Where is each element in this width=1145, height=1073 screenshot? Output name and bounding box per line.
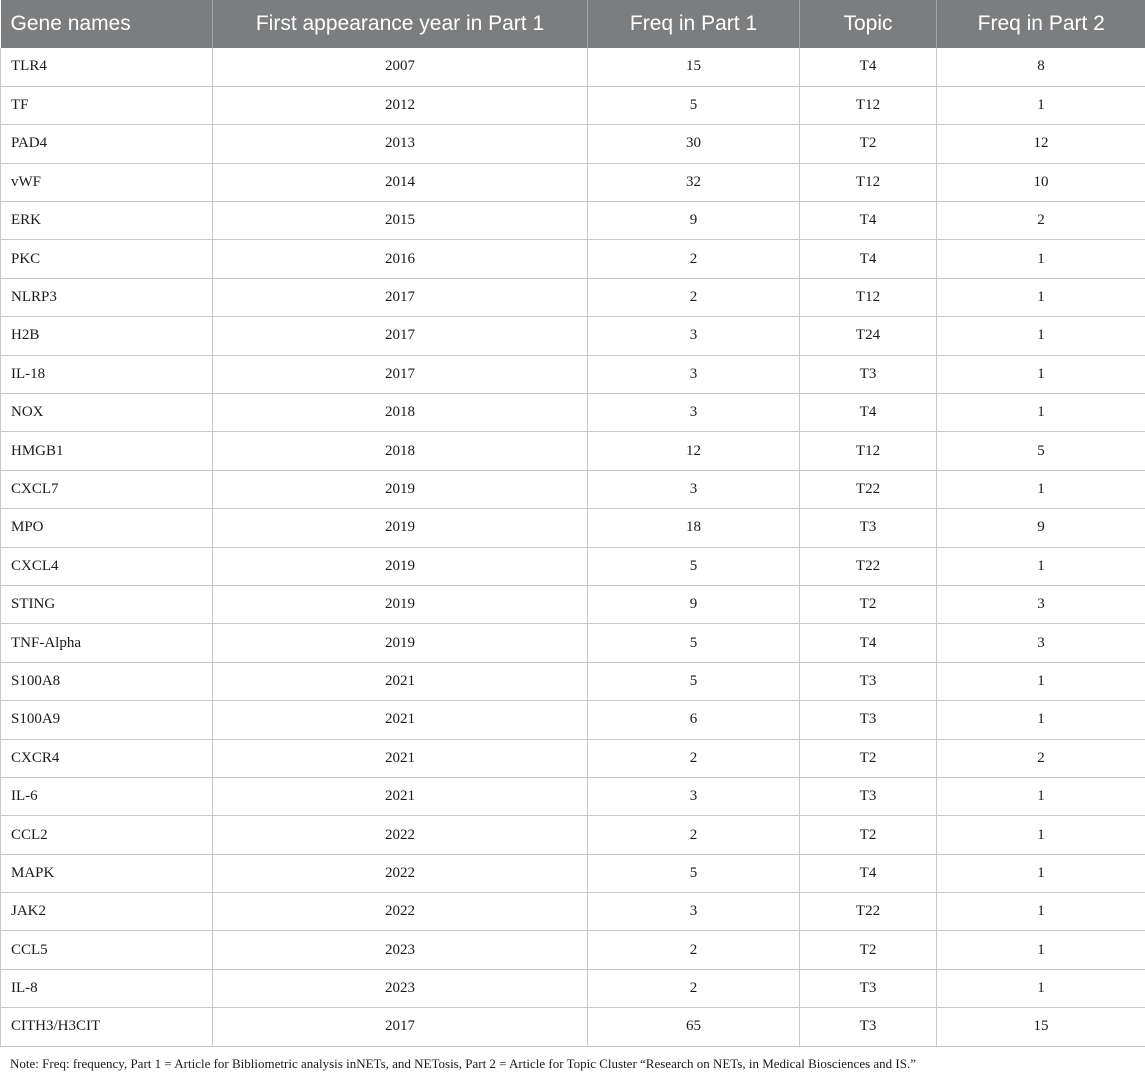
- table-note: Note: Freq: frequency, Part 1 = Article for Bibliometric analysis inNETs, and NETosis, Part 2 = Article for Topic Cluster “Research on NETs, in Medical Biosciences and IS.”: [10, 1056, 917, 1071]
- cell-gene-name: IL-6: [1, 777, 213, 815]
- table-row: [1, 854, 1145, 892]
- cell-freq-part-1: 2: [588, 278, 800, 316]
- header-freq-part-2: Freq in Part 2: [937, 0, 1145, 48]
- table-row: [1, 739, 1145, 777]
- cell-topic: T3: [800, 777, 937, 815]
- cell-topic: T4: [800, 854, 937, 892]
- table-row: [1, 893, 1145, 931]
- cell-freq-part-1: 5: [588, 547, 800, 585]
- header-gene-names: Gene names: [1, 0, 213, 48]
- cell-gene-name: CXCL7: [1, 470, 213, 508]
- cell-topic: T4: [800, 394, 937, 432]
- cell-first-appearance-year: 2021: [213, 662, 588, 700]
- cell-freq-part-1: 2: [588, 931, 800, 969]
- cell-first-appearance-year: 2021: [213, 701, 588, 739]
- cell-freq-part-1: 2: [588, 816, 800, 854]
- cell-topic: T3: [800, 701, 937, 739]
- cell-topic: T2: [800, 931, 937, 969]
- cell-freq-part-1: 3: [588, 777, 800, 815]
- cell-gene-name: S100A8: [1, 662, 213, 700]
- cell-first-appearance-year: 2007: [213, 48, 588, 86]
- table-row: [1, 547, 1145, 585]
- cell-gene-name: HMGB1: [1, 432, 213, 470]
- cell-topic: T12: [800, 278, 937, 316]
- cell-gene-name: TNF-Alpha: [1, 624, 213, 662]
- table-body: [1, 48, 1145, 1046]
- cell-first-appearance-year: 2014: [213, 163, 588, 201]
- cell-freq-part-1: 2: [588, 969, 800, 1007]
- cell-freq-part-2: 1: [937, 547, 1145, 585]
- table-row: [1, 585, 1145, 623]
- cell-freq-part-2: 9: [937, 509, 1145, 547]
- cell-freq-part-2: 1: [937, 893, 1145, 931]
- cell-gene-name: NOX: [1, 394, 213, 432]
- cell-freq-part-1: 12: [588, 432, 800, 470]
- cell-first-appearance-year: 2012: [213, 86, 588, 124]
- cell-first-appearance-year: 2022: [213, 893, 588, 931]
- cell-freq-part-2: 1: [937, 355, 1145, 393]
- cell-freq-part-1: 5: [588, 662, 800, 700]
- cell-gene-name: TLR4: [1, 48, 213, 86]
- cell-freq-part-2: 1: [937, 662, 1145, 700]
- cell-topic: T12: [800, 86, 937, 124]
- table-row: [1, 662, 1145, 700]
- cell-freq-part-2: 1: [937, 816, 1145, 854]
- table-row: [1, 163, 1145, 201]
- cell-first-appearance-year: 2022: [213, 854, 588, 892]
- table-row: [1, 125, 1145, 163]
- cell-first-appearance-year: 2022: [213, 816, 588, 854]
- cell-freq-part-1: 3: [588, 394, 800, 432]
- header-row: [1, 0, 1145, 48]
- cell-topic: T24: [800, 317, 937, 355]
- cell-topic: T4: [800, 240, 937, 278]
- cell-topic: T3: [800, 969, 937, 1007]
- cell-topic: T12: [800, 163, 937, 201]
- cell-freq-part-1: 5: [588, 86, 800, 124]
- cell-gene-name: NLRP3: [1, 278, 213, 316]
- cell-first-appearance-year: 2018: [213, 394, 588, 432]
- cell-gene-name: CXCL4: [1, 547, 213, 585]
- table-header: [1, 0, 1145, 48]
- cell-first-appearance-year: 2017: [213, 317, 588, 355]
- cell-topic: T4: [800, 624, 937, 662]
- cell-gene-name: MAPK: [1, 854, 213, 892]
- table-row: [1, 1008, 1145, 1046]
- cell-gene-name: JAK2: [1, 893, 213, 931]
- table-row: [1, 931, 1145, 969]
- cell-freq-part-2: 1: [937, 470, 1145, 508]
- cell-freq-part-1: 15: [588, 48, 800, 86]
- table-row: [1, 86, 1145, 124]
- cell-first-appearance-year: 2018: [213, 432, 588, 470]
- cell-gene-name: H2B: [1, 317, 213, 355]
- cell-gene-name: STING: [1, 585, 213, 623]
- cell-gene-name: CCL5: [1, 931, 213, 969]
- cell-topic: T3: [800, 355, 937, 393]
- cell-freq-part-2: 1: [937, 854, 1145, 892]
- table-row: [1, 969, 1145, 1007]
- cell-topic: T3: [800, 509, 937, 547]
- cell-freq-part-2: 1: [937, 701, 1145, 739]
- cell-freq-part-2: 1: [937, 240, 1145, 278]
- table-row: [1, 470, 1145, 508]
- cell-gene-name: TF: [1, 86, 213, 124]
- cell-topic: T4: [800, 202, 937, 240]
- cell-first-appearance-year: 2019: [213, 624, 588, 662]
- cell-freq-part-1: 3: [588, 893, 800, 931]
- cell-freq-part-1: 30: [588, 125, 800, 163]
- table-row: [1, 202, 1145, 240]
- cell-freq-part-2: 1: [937, 278, 1145, 316]
- cell-gene-name: vWF: [1, 163, 213, 201]
- cell-freq-part-1: 2: [588, 739, 800, 777]
- table-row: [1, 355, 1145, 393]
- cell-gene-name: IL-18: [1, 355, 213, 393]
- cell-freq-part-1: 9: [588, 202, 800, 240]
- cell-freq-part-1: 9: [588, 585, 800, 623]
- cell-gene-name: MPO: [1, 509, 213, 547]
- cell-freq-part-2: 8: [937, 48, 1145, 86]
- cell-freq-part-1: 3: [588, 470, 800, 508]
- table-row: [1, 701, 1145, 739]
- table-row: [1, 240, 1145, 278]
- cell-first-appearance-year: 2021: [213, 777, 588, 815]
- cell-gene-name: ERK: [1, 202, 213, 240]
- cell-freq-part-1: 65: [588, 1008, 800, 1046]
- table-row: [1, 48, 1145, 86]
- cell-freq-part-1: 2: [588, 240, 800, 278]
- cell-first-appearance-year: 2021: [213, 739, 588, 777]
- cell-topic: T2: [800, 816, 937, 854]
- cell-topic: T2: [800, 125, 937, 163]
- cell-freq-part-2: 12: [937, 125, 1145, 163]
- cell-first-appearance-year: 2015: [213, 202, 588, 240]
- cell-freq-part-2: 1: [937, 86, 1145, 124]
- cell-gene-name: IL-8: [1, 969, 213, 1007]
- cell-topic: T3: [800, 1008, 937, 1046]
- cell-freq-part-1: 5: [588, 624, 800, 662]
- table-row: [1, 624, 1145, 662]
- cell-freq-part-1: 5: [588, 854, 800, 892]
- cell-first-appearance-year: 2023: [213, 969, 588, 1007]
- cell-gene-name: PAD4: [1, 125, 213, 163]
- cell-freq-part-2: 1: [937, 777, 1145, 815]
- cell-freq-part-1: 18: [588, 509, 800, 547]
- cell-first-appearance-year: 2019: [213, 470, 588, 508]
- cell-first-appearance-year: 2013: [213, 125, 588, 163]
- cell-topic: T4: [800, 48, 937, 86]
- cell-freq-part-1: 3: [588, 355, 800, 393]
- cell-freq-part-2: 1: [937, 317, 1145, 355]
- cell-first-appearance-year: 2016: [213, 240, 588, 278]
- table-row: [1, 278, 1145, 316]
- cell-freq-part-2: 2: [937, 739, 1145, 777]
- cell-freq-part-1: 6: [588, 701, 800, 739]
- cell-freq-part-2: 15: [937, 1008, 1145, 1046]
- header-first-appearance-year: First appearance year in Part 1: [213, 0, 588, 48]
- cell-freq-part-2: 3: [937, 624, 1145, 662]
- table-row: [1, 432, 1145, 470]
- cell-first-appearance-year: 2017: [213, 355, 588, 393]
- header-freq-part-1: Freq in Part 1: [588, 0, 800, 48]
- header-topic: Topic: [800, 0, 937, 48]
- cell-topic: T22: [800, 893, 937, 931]
- cell-freq-part-2: 10: [937, 163, 1145, 201]
- table-row: [1, 816, 1145, 854]
- cell-gene-name: S100A9: [1, 701, 213, 739]
- cell-first-appearance-year: 2017: [213, 1008, 588, 1046]
- cell-freq-part-2: 1: [937, 931, 1145, 969]
- cell-gene-name: CCL2: [1, 816, 213, 854]
- cell-freq-part-2: 5: [937, 432, 1145, 470]
- table-row: [1, 317, 1145, 355]
- cell-topic: T2: [800, 585, 937, 623]
- table-row: [1, 509, 1145, 547]
- cell-gene-name: PKC: [1, 240, 213, 278]
- cell-topic: T22: [800, 470, 937, 508]
- cell-freq-part-2: 2: [937, 202, 1145, 240]
- cell-freq-part-1: 3: [588, 317, 800, 355]
- cell-freq-part-1: 32: [588, 163, 800, 201]
- cell-gene-name: CXCR4: [1, 739, 213, 777]
- cell-first-appearance-year: 2019: [213, 547, 588, 585]
- cell-first-appearance-year: 2019: [213, 509, 588, 547]
- table-row: [1, 394, 1145, 432]
- cell-gene-name: CITH3/H3CIT: [1, 1008, 213, 1046]
- cell-topic: T3: [800, 662, 937, 700]
- cell-topic: T2: [800, 739, 937, 777]
- cell-topic: T22: [800, 547, 937, 585]
- table-row: [1, 777, 1145, 815]
- cell-freq-part-2: 3: [937, 585, 1145, 623]
- cell-freq-part-2: 1: [937, 394, 1145, 432]
- cell-freq-part-2: 1: [937, 969, 1145, 1007]
- cell-first-appearance-year: 2023: [213, 931, 588, 969]
- cell-topic: T12: [800, 432, 937, 470]
- cell-first-appearance-year: 2019: [213, 585, 588, 623]
- cell-first-appearance-year: 2017: [213, 278, 588, 316]
